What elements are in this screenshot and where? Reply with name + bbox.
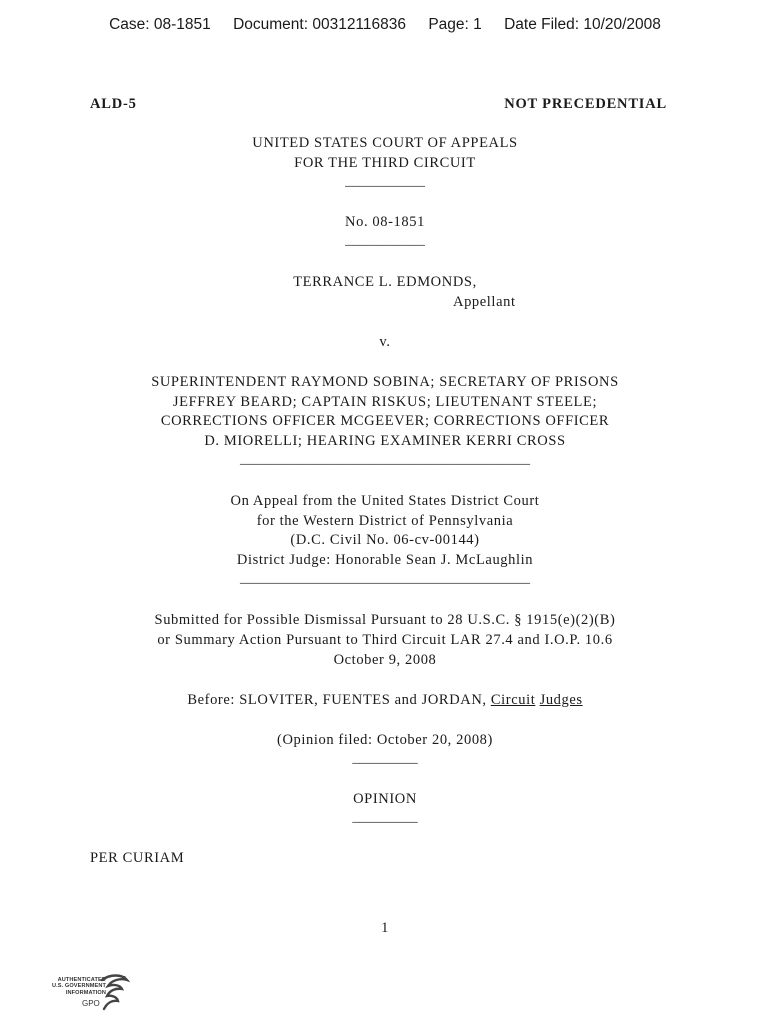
filing-header xyxy=(0,16,770,34)
panel-judges-prefix: Before: SLOVITER, FUENTES and JORDAN, xyxy=(187,692,491,708)
page-number: 1 xyxy=(381,920,389,936)
submission-date: October 9, 2008 xyxy=(333,652,437,668)
seal-text: AUTHENTICATED U.S. GOVERNMENT INFORMATION xyxy=(51,977,106,996)
document-number: Document: 00312116836 xyxy=(233,16,407,33)
judges-word: Judges xyxy=(539,692,583,708)
docket-number: No. 08-1851 xyxy=(345,214,425,230)
appeal-info-line: for the Western District of Pennsylvania xyxy=(256,513,514,529)
court-name-line1: UNITED STATES COURT OF APPEALS xyxy=(252,135,518,151)
circuit-word: Circuit xyxy=(490,692,536,708)
appeal-info-line: (D.C. Civil No. 06-cv-00144) xyxy=(290,532,480,548)
gpo-authentication-seal xyxy=(44,972,130,1018)
opinion-heading: OPINION xyxy=(353,791,417,807)
divider: ________________________________________ xyxy=(240,451,530,467)
appellees-line: JEFFREY BEARD; CAPTAIN RISKUS; LIEUTENANT STEELE; xyxy=(172,394,598,410)
appellant-role: Appellant xyxy=(453,294,516,310)
case-number: Case: 08-1851 xyxy=(109,16,211,33)
versus: v. xyxy=(379,334,391,350)
top-left-code: ALD-5 xyxy=(90,96,137,112)
court-name-line2: FOR THE THIRD CIRCUIT xyxy=(294,155,476,171)
appellees-line: SUPERINTENDENT RAYMOND SOBINA; SECRETARY OF PRISONS xyxy=(151,374,619,390)
opinion-filed: (Opinion filed: October 20, 2008) xyxy=(277,732,493,748)
per-curiam: PER CURIAM xyxy=(90,850,185,866)
submission-line: Submitted for Possible Dismissal Pursuant to 28 U.S.C. § 1915(e)(2)(B) xyxy=(154,612,616,628)
submission-line: or Summary Action Pursuant to Third Circuit LAR 27.4 and I.O.P. 10.6 xyxy=(157,632,613,648)
eagle-emblem-icon xyxy=(98,972,130,1018)
divider: ___________ xyxy=(345,232,425,248)
divider: _________ xyxy=(352,750,418,766)
seal-gpo-label: GPO xyxy=(82,999,100,1008)
appeal-info-line: On Appeal from the United States District Court xyxy=(230,493,540,509)
appeal-info-line: District Judge: Honorable Sean J. McLaughlin xyxy=(236,552,534,568)
page-indicator: Page: 1 xyxy=(428,16,482,33)
appellees-line: CORRECTIONS OFFICER MCGEEVER; CORRECTIONS OFFICER xyxy=(160,413,610,429)
precedential-status: NOT PRECEDENTIAL xyxy=(504,96,667,112)
appellees-line: D. MIORELLI; HEARING EXAMINER KERRI CROSS xyxy=(204,433,566,449)
divider: ________________________________________ xyxy=(240,570,530,586)
panel-judges xyxy=(0,692,770,709)
divider: ___________ xyxy=(345,173,425,189)
date-filed: Date Filed: 10/20/2008 xyxy=(504,16,661,33)
appellant-name: TERRANCE L. EDMONDS, xyxy=(293,274,477,290)
divider: _________ xyxy=(352,809,418,825)
